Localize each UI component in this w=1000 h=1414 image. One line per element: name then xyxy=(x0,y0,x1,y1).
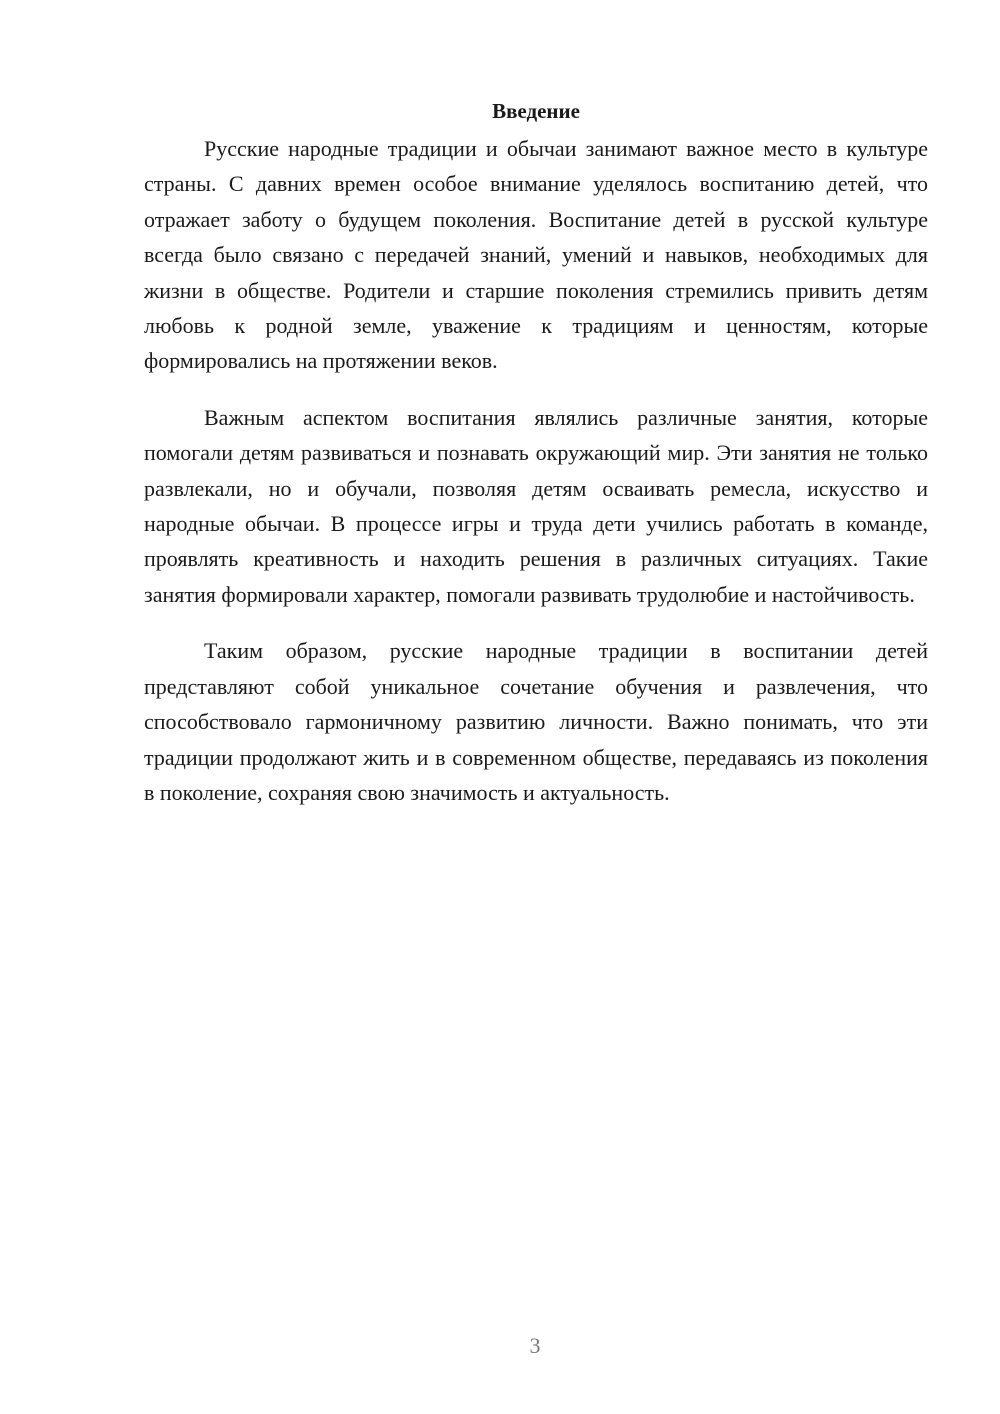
paragraph-1: Русские народные традиции и обычаи занимают важное место в культуре страны. С давних времен особое внимание уделялось воспитанию детей, что отражает заботу о будущем поколения. Воспитание детей в русской культуре всегда было связано с передачей знаний, умений и навыков, необходимых для жизни в обществе. Родители и старшие поколения стремились привить детям любовь к родной земле, уважение к традициям и ценностям, которые формировались на протяжении веков. xyxy=(144,136,928,374)
paragraph-3: Таким образом, русские народные традиции в воспитании детей представляют собой уникальное сочетание обучения и развлечения, что способствовало гармоничному развитию личности. Важно понимать, что эти традиции продолжают жить и в современном обществе, передаваясь из поколения в поколение, сохраняя свою значимость и актуальность. xyxy=(144,638,928,805)
page-content xyxy=(144,94,928,831)
page-number: 3 xyxy=(529,1333,541,1358)
section-title: Введение xyxy=(492,99,580,123)
paragraph-2: Важным аспектом воспитания являлись различные занятия, которые помогали детям развиваться и познавать окружающий мир. Эти занятия не только развлекали, но и обучали, позволяя детям осваивать ремесла, искусство и народные обычаи. В процессе игры и труда дети учились работать в команде, проявлять креативность и находить решения в различных ситуациях. Такие занятия формировали характер, помогали развивать трудолюбие и настойчивость. xyxy=(144,404,928,607)
